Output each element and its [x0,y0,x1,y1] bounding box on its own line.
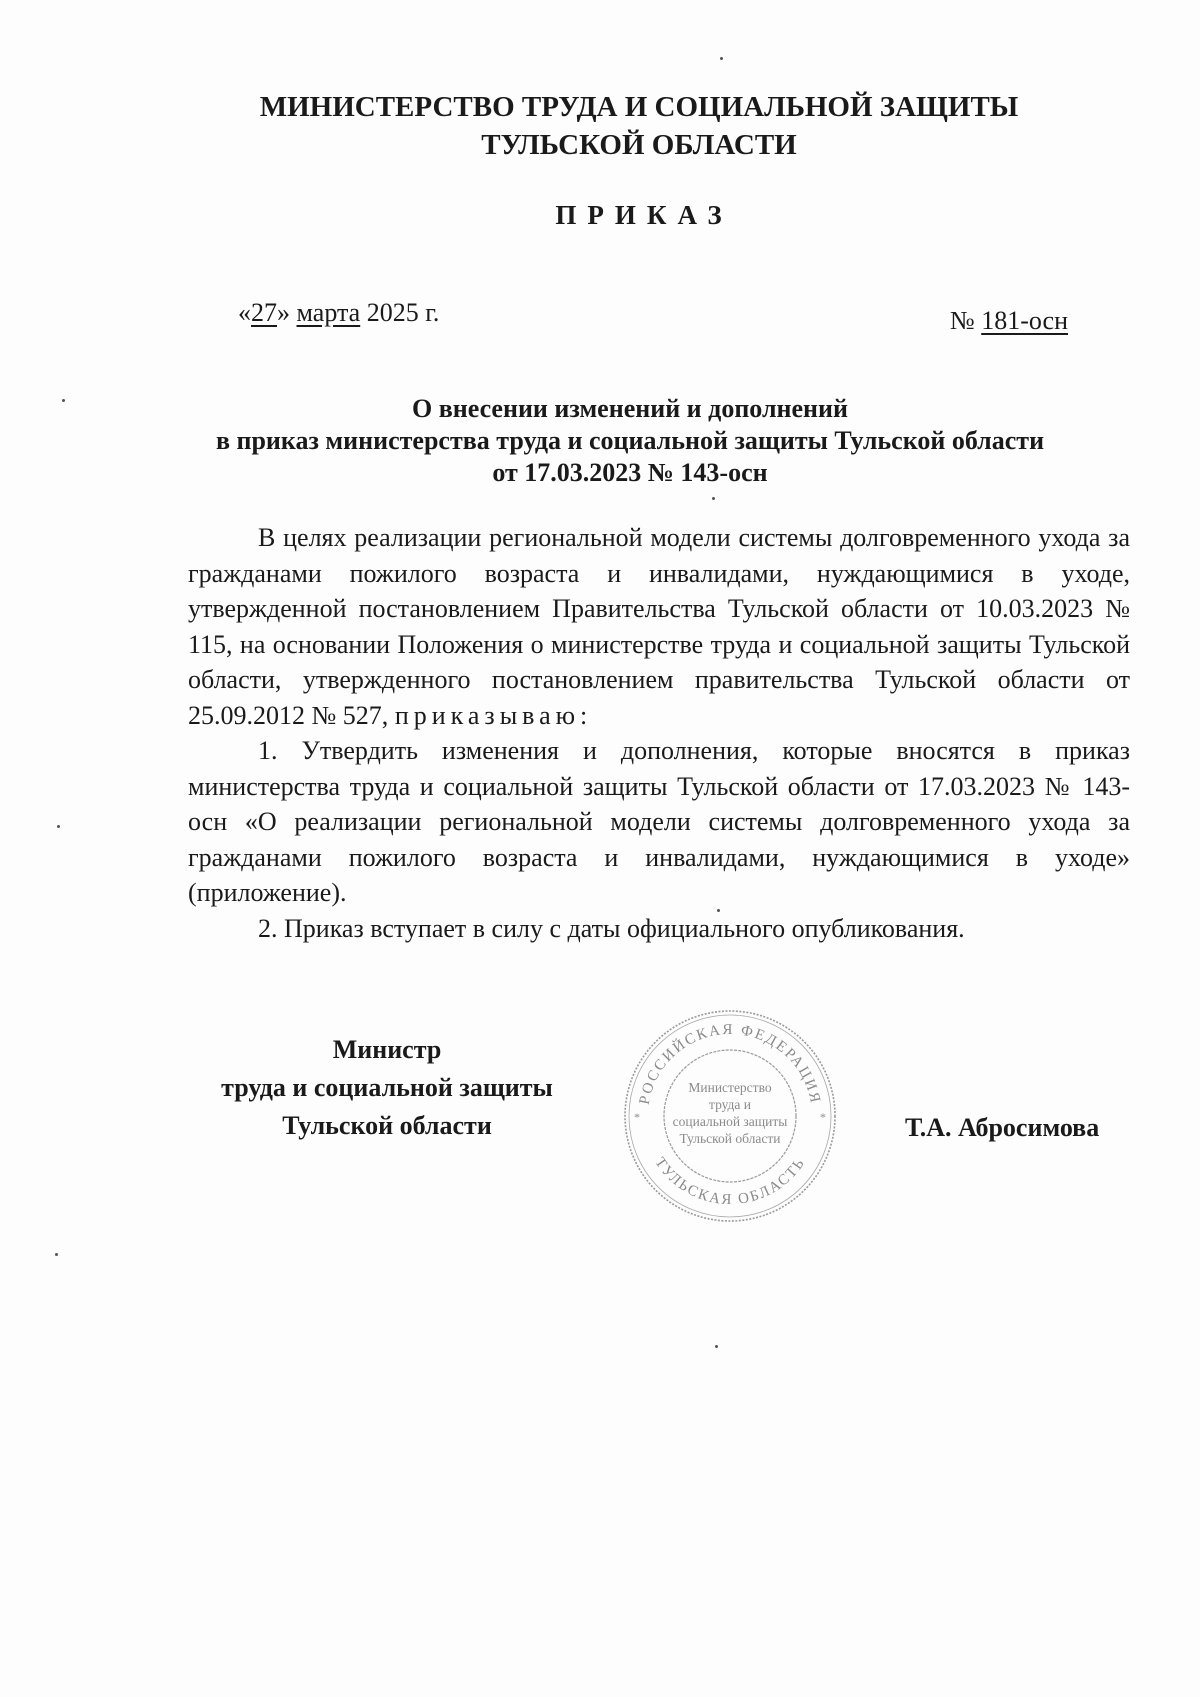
seal-inner-line2: труда и [709,1097,751,1112]
order-date [238,298,439,328]
preamble-paragraph [188,520,1130,733]
official-seal-icon [620,1005,840,1227]
ministry-name-line2: ТУЛЬСКОЙ ОБЛАСТИ [481,129,797,161]
date-month: марта [296,298,361,327]
position-line1: Министр [332,1035,442,1064]
seal-inner-line3: социальной защиты [672,1114,788,1129]
order-number [950,306,1068,336]
position-line2: труда и социальной защиты [221,1073,553,1102]
title-line3: от 17.03.2023 № 143-осн [492,458,768,487]
date-year: 2025 г. [366,298,440,327]
scan-speck [717,909,720,912]
decree-word: приказываю: [394,700,593,730]
signer-name: Т.А. Абросимова [905,1113,1100,1142]
seal-outer-text-top: РОССИЙСКАЯ ФЕДЕРАЦИЯ [636,1021,824,1106]
scan-speck [720,57,723,60]
scan-speck [57,825,60,828]
title-line2: в приказ министерства труда и социальной защиты Тульской области [215,426,1045,455]
scan-speck [712,497,715,500]
date-day: 27 [251,298,277,327]
order-item-2: 2. Приказ вступает в силу с даты официального опубликования. [258,913,965,943]
number-prefix: № [949,306,975,335]
seal-inner-line4: Тульской области [679,1131,781,1146]
ministry-name-line1: МИНИСТЕРСТВО ТРУДА И СОЦИАЛЬНОЙ ЗАЩИТЫ [259,91,1019,123]
order-item-1: 1. Утвердить изменения и дополнения, которые вносятся в приказ министерства труда и социальной защиты Тульской области от 17.03.2023 № 143-осн «О реализации региональной модели системы долговременного ухода за гражданами пожилого возраста и инвалидами, нуждающимися в уходе» (приложение). [188,736,1130,907]
svg-text:*: * [820,1110,826,1124]
document-header [0,88,1200,164]
document-type: ПРИКАЗ [555,200,733,230]
scan-speck [62,399,65,402]
preamble-text: В целях реализации региональной модели системы долговременного ухода за гражданами пожилого возраста и инвалидами, нуждающимися в уходе, утвержденной постановлением Правительства Тульской области от 10.03.2023 № 115, на основании Положения о министерстве труда и социальной защиты Тульской области, утвержденного постановлением правительства Тульской области от 25.09.2012 № 527, [188,523,1130,730]
date-open-quote: « [238,298,251,327]
date-close-quote: » [277,298,290,327]
seal-outer-text-bottom: ТУЛЬСКАЯ ОБЛАСТЬ [651,1154,809,1209]
seal-inner-line1: Министерство [688,1080,772,1095]
svg-text:*: * [634,1110,640,1124]
scan-speck [55,1253,58,1256]
number-value: 181-осн [981,306,1068,335]
order-body [188,520,1130,946]
title-line1: О внесении изменений и дополнений [411,394,849,423]
scan-speck [715,1345,718,1348]
order-title [0,393,1200,489]
position-line3: Тульской области [282,1111,492,1140]
signatory-position [194,1031,580,1145]
